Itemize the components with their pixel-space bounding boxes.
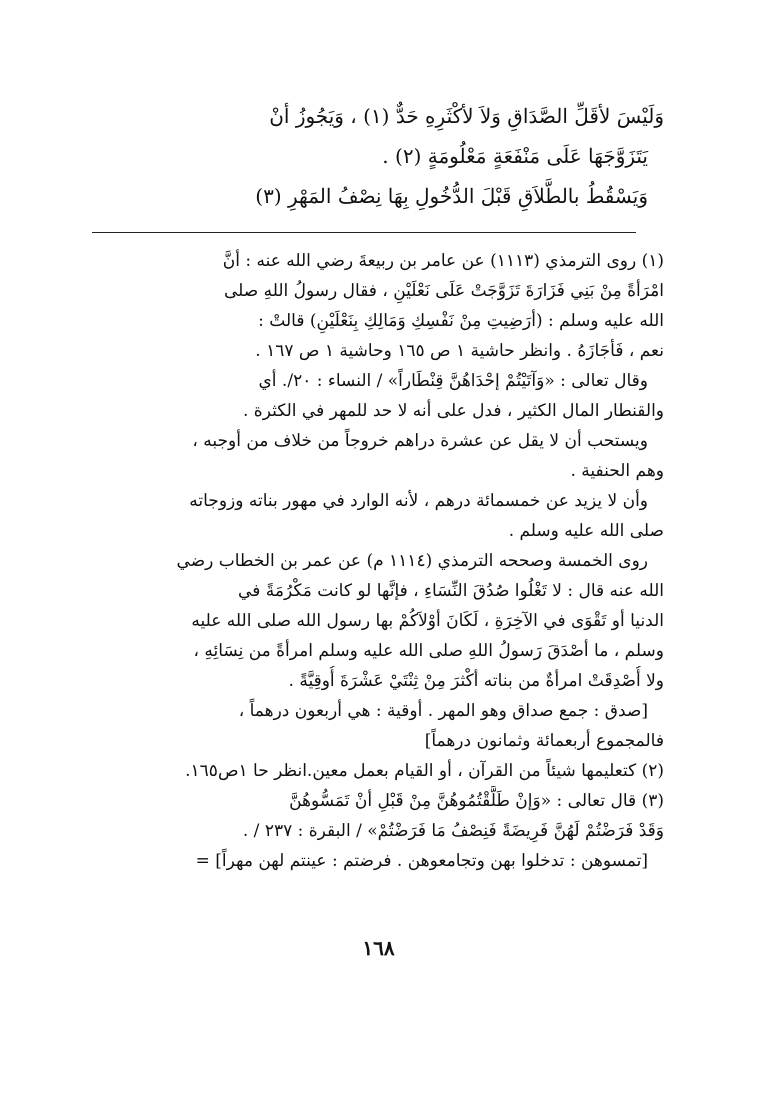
footnote-line: صلى الله عليه وسلم . xyxy=(508,521,664,541)
footnote-line: ولا أُصْدِقَتْ امرأةٌ من بناته أكْثرَ مِنْ ثِنْتَيْ عَشْرَةَ أُوقِيَّةً . xyxy=(288,671,664,691)
footnotes xyxy=(92,246,664,876)
main-text-line: وَلَيْسَ لأقَلِّ الصَّدَاقِ وَلاَ لأكْثَرِهِ حَدٌّ (١) ، وَيَجُوزُ أنْ xyxy=(269,104,664,128)
footnote-line: والقنطار المال الكثير ، فدل على أنه لا حد للمهر في الكثرة . xyxy=(243,401,664,421)
footnote-line: ويستحب أن لا يقل عن عشرة دراهم خروجاً من خلاف من أوجبه ، xyxy=(192,431,648,451)
footnote-line: [صدق : جمع صداق وهو المهر . أوقية : هي أربعون درهماً ، xyxy=(238,701,648,721)
footnote-line: روى الخمسة وصححه الترمذي (١١١٤ م) عن عمر بن الخطاب رضي xyxy=(176,551,648,571)
footnote-line: (٣) قال تعالى : «وَإنْ طَلَّقْتُمُوهُنَّ مِنْ قَبْلِ أنْ تَمَسُّوهُنَّ xyxy=(289,791,664,811)
footnote-line: فالمجموع أربعمائة وثمانون درهماً] xyxy=(424,731,664,751)
footnote-line: الله عليه وسلم : (أرَضِيتِ مِنْ نَفْسِكِ وَمَالِكِ بِنَعْلَيْنِ) قالتْ : xyxy=(258,311,664,331)
footnote-line: الدنيا أو تَقْوَى في الآخِرَةِ ، لَكَانَ أوْلاَكُمْ بها رسول الله صلى الله عليه xyxy=(191,611,664,631)
footnote-line: وقال تعالى : «وَآتَيْتُمْ إحْدَاهُنَّ قِنْطَاراً» / النساء : ٢٠/. أي xyxy=(258,371,648,391)
page-number: ١٦٨ xyxy=(362,936,395,960)
footnote-line: (٢) كتعليمها شيئاً من القرآن ، أو القيام بعمل معين.انظر حا ١ص١٦٥. xyxy=(185,761,664,781)
footnote-line: وَقَدْ فَرَضْتُمْ لَهُنَّ فَرِيضَةً فَنِصْفُ مَا فَرَضْتُمْ» / البقرة : ٢٣٧ / . xyxy=(242,821,664,841)
main-text xyxy=(92,96,664,216)
footnote-line: (١) روى الترمذي (١١١٣) عن عامر بن ربيعةَ رضي الله عنه : أنَّ xyxy=(222,251,664,271)
footnote-line: امْرَأةً مِنْ بَنِي فَزَارَةَ تَزَوَّجَتْ عَلَى نَعْلَيْنِ ، فقال رسولُ اللهِ صلى xyxy=(223,281,664,301)
footnote-line: وهم الحنفية . xyxy=(570,461,664,481)
footnote-line: نعم ، فَأجَازَهُ . وانظر حاشية ١ ص ١٦٥ وحاشية ١ ص ١٦٧ . xyxy=(255,341,664,361)
footnote-line: وسلم ، ما أصْدَقَ رَسولُ اللهِ صلى الله عليه وسلم امرأةً من نِسَائِهِ ، xyxy=(193,641,664,661)
footnote-divider xyxy=(92,232,636,233)
footnote-line: وأن لا يزيد عن خمسمائة درهم ، لأنه الوارد في مهور بناته وزوجاته xyxy=(189,491,648,511)
footnote-line: الله عنه قال : لا تَغْلُوا صُدُقَ النِّسَاءِ ، فإنَّها لو كانت مَكْرُمَةً في xyxy=(238,581,664,601)
footnote-line: [تمسوهن : تدخلوا بهن وتجامعوهن . فرضتم : عينتم لهن مهراً] = xyxy=(195,851,648,871)
main-text-line: وَيَسْقُطُ بالطَّلاَقِ قَبْلَ الدُّخُولِ بِهَا نِصْفُ المَهْرِ (٣) xyxy=(255,184,648,208)
main-text-line: يَتَزَوَّجَهَا عَلَى مَنْفَعَةٍ مَعْلُومَةٍ (٢) . xyxy=(382,144,648,168)
